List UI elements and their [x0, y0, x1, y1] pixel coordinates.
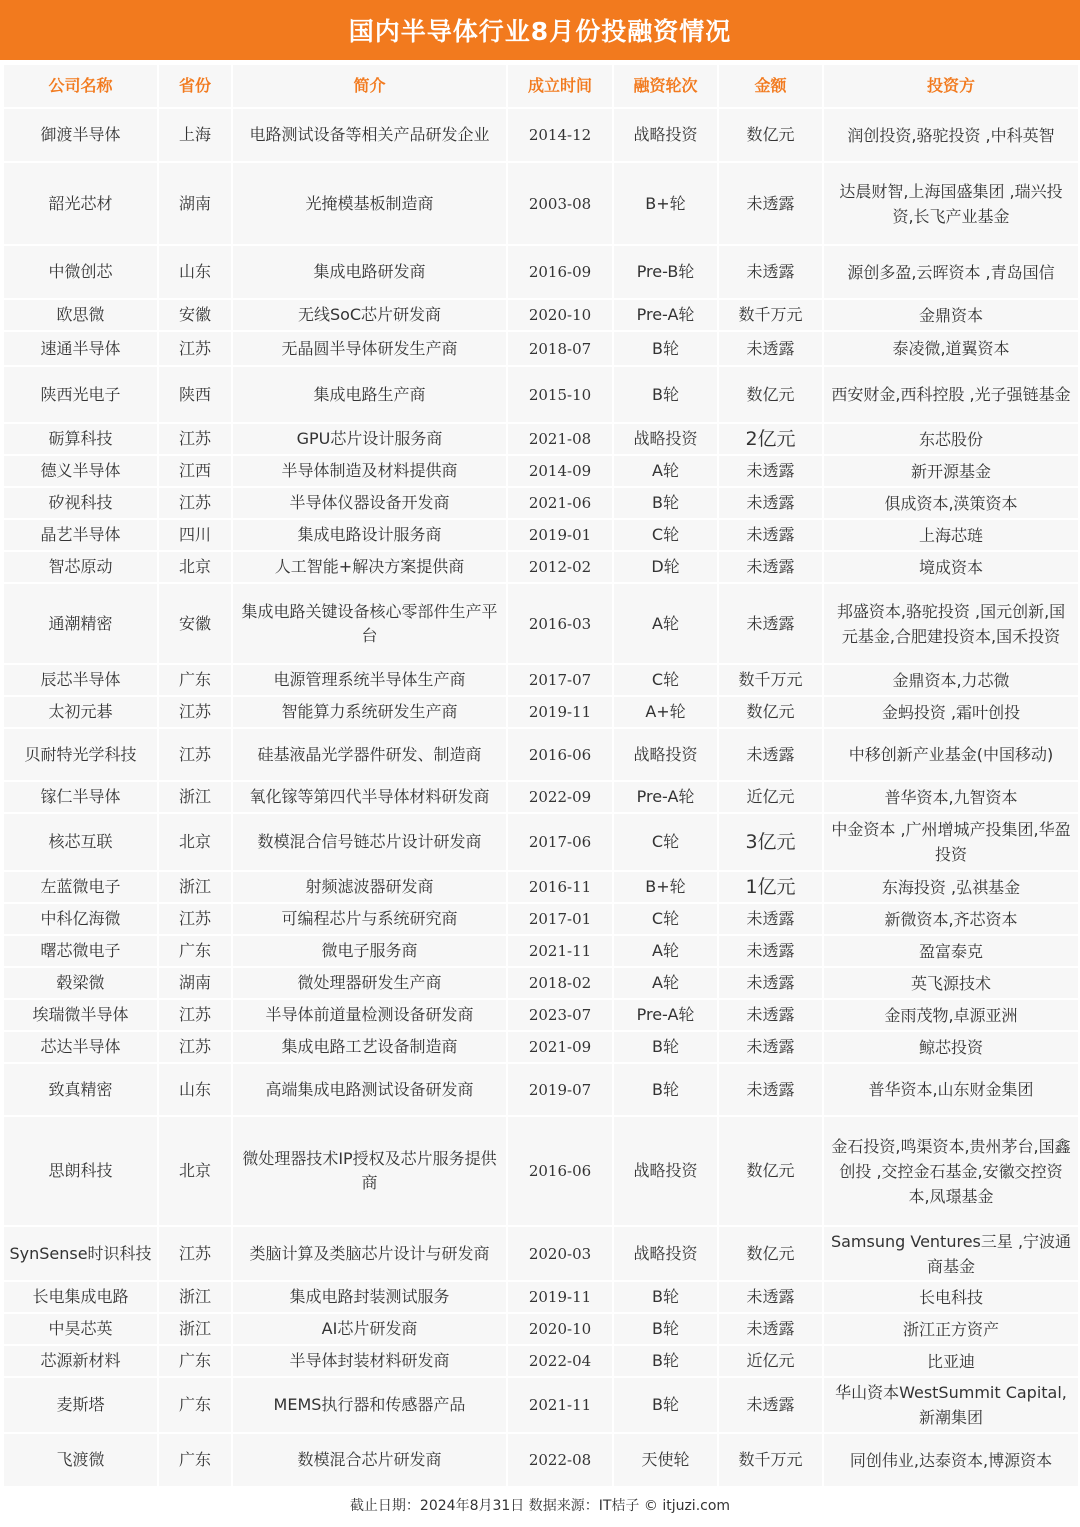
investors-cell: 普华资本,山东财金集团 [823, 1063, 1079, 1116]
investors-cell: 比亚迪 [823, 1345, 1079, 1377]
intro-cell: 类脑计算及类脑芯片设计与研发商 [232, 1226, 507, 1281]
table-row [3, 1313, 1079, 1345]
round-cell: B轮 [613, 487, 718, 519]
province-cell: 江苏 [158, 331, 232, 366]
round-cell: Pre-B轮 [613, 245, 718, 299]
province-cell: 江苏 [158, 728, 232, 781]
intro-cell: 集成电路设计服务商 [232, 519, 507, 551]
province-cell: 江西 [158, 455, 232, 487]
founded-cell: 2022-09 [507, 781, 613, 813]
founded-cell: 2018-02 [507, 967, 613, 999]
investors-cell: 新开源基金 [823, 455, 1079, 487]
table-row [3, 1031, 1079, 1063]
table-header-row [3, 64, 1079, 108]
company-cell: 贝耐特光学科技 [3, 728, 158, 781]
intro-cell: 微处理器技术IP授权及芯片服务提供商 [232, 1116, 507, 1226]
round-cell: B轮 [613, 1313, 718, 1345]
table-row [3, 781, 1079, 813]
round-cell: C轮 [613, 903, 718, 935]
round-cell: 战略投资 [613, 728, 718, 781]
amount-cell: 近亿元 [718, 1345, 823, 1377]
investors-cell: 润创投资,骆驼投资 ,中科英智 [823, 108, 1079, 162]
round-cell: A轮 [613, 967, 718, 999]
header-company: 公司名称 [3, 64, 158, 108]
province-cell: 江苏 [158, 487, 232, 519]
company-cell: 智芯原动 [3, 551, 158, 583]
investors-cell: 金鼎资本 [823, 299, 1079, 331]
amount-cell: 未透露 [718, 1377, 823, 1433]
founded-cell: 2021-08 [507, 423, 613, 455]
table-row [3, 487, 1079, 519]
investors-cell: 东海投资 ,弘祺基金 [823, 871, 1079, 903]
company-cell: 中昊芯英 [3, 1313, 158, 1345]
investors-cell: 盈富泰克 [823, 935, 1079, 967]
round-cell: B轮 [613, 366, 718, 423]
founded-cell: 2017-01 [507, 903, 613, 935]
founded-cell: 2020-03 [507, 1226, 613, 1281]
header-intro: 简介 [232, 64, 507, 108]
founded-cell: 2020-10 [507, 299, 613, 331]
header-province: 省份 [158, 64, 232, 108]
founded-cell: 2021-09 [507, 1031, 613, 1063]
table-row [3, 1281, 1079, 1313]
round-cell: C轮 [613, 519, 718, 551]
table-row [3, 1116, 1079, 1226]
amount-cell: 未透露 [718, 1281, 823, 1313]
founded-cell: 2016-09 [507, 245, 613, 299]
investment-table-container [2, 63, 1078, 1488]
founded-cell: 2017-07 [507, 664, 613, 696]
round-cell: B轮 [613, 1063, 718, 1116]
amount-cell: 未透露 [718, 551, 823, 583]
founded-cell: 2018-07 [507, 331, 613, 366]
intro-cell: 数模混合芯片研发商 [232, 1433, 507, 1487]
investors-cell: 中金资本 ,广州增城产投集团,华盈投资 [823, 813, 1079, 871]
table-row [3, 696, 1079, 728]
founded-cell: 2019-11 [507, 696, 613, 728]
amount-cell: 未透露 [718, 935, 823, 967]
company-cell: 御渡半导体 [3, 108, 158, 162]
company-cell: 辰芯半导体 [3, 664, 158, 696]
province-cell: 浙江 [158, 1313, 232, 1345]
province-cell: 山东 [158, 1063, 232, 1116]
province-cell: 广东 [158, 1345, 232, 1377]
round-cell: B+轮 [613, 871, 718, 903]
amount-cell: 数亿元 [718, 1116, 823, 1226]
founded-cell: 2022-04 [507, 1345, 613, 1377]
founded-cell: 2019-01 [507, 519, 613, 551]
amount-cell: 未透露 [718, 519, 823, 551]
round-cell: Pre-A轮 [613, 999, 718, 1031]
province-cell: 四川 [158, 519, 232, 551]
table-row [3, 455, 1079, 487]
amount-cell: 未透露 [718, 903, 823, 935]
founded-cell: 2012-02 [507, 551, 613, 583]
intro-cell: 电源管理系统半导体生产商 [232, 664, 507, 696]
header-investors: 投资方 [823, 64, 1079, 108]
founded-cell: 2016-11 [507, 871, 613, 903]
round-cell: A轮 [613, 935, 718, 967]
round-cell: B轮 [613, 331, 718, 366]
amount-cell: 未透露 [718, 162, 823, 245]
investors-cell: 邦盛资本,骆驼投资 ,国元创新,国元基金,合肥建投资本,国禾投资 [823, 583, 1079, 664]
founded-cell: 2023-07 [507, 999, 613, 1031]
investors-cell: 中移创新产业基金(中国移动) [823, 728, 1079, 781]
table-row [3, 108, 1079, 162]
intro-cell: GPU芯片设计服务商 [232, 423, 507, 455]
province-cell: 北京 [158, 551, 232, 583]
province-cell: 安徽 [158, 299, 232, 331]
intro-cell: 集成电路工艺设备制造商 [232, 1031, 507, 1063]
investors-cell: 上海芯琏 [823, 519, 1079, 551]
table-row [3, 903, 1079, 935]
round-cell: Pre-A轮 [613, 781, 718, 813]
investors-cell: 泰凌微,道翼资本 [823, 331, 1079, 366]
province-cell: 北京 [158, 813, 232, 871]
amount-cell: 1亿元 [718, 871, 823, 903]
intro-cell: 半导体制造及材料提供商 [232, 455, 507, 487]
intro-cell: 可编程芯片与系统研究商 [232, 903, 507, 935]
amount-cell: 近亿元 [718, 781, 823, 813]
province-cell: 安徽 [158, 583, 232, 664]
company-cell: 中科亿海微 [3, 903, 158, 935]
round-cell: C轮 [613, 664, 718, 696]
header-founded: 成立时间 [507, 64, 613, 108]
intro-cell: 微电子服务商 [232, 935, 507, 967]
company-cell: 左蓝微电子 [3, 871, 158, 903]
round-cell: B+轮 [613, 162, 718, 245]
table-row [3, 664, 1079, 696]
investors-cell: 华山资本WestSummit Capital,新潮集团 [823, 1377, 1079, 1433]
round-cell: B轮 [613, 1377, 718, 1433]
investors-cell: 东芯股份 [823, 423, 1079, 455]
company-cell: 砺算科技 [3, 423, 158, 455]
round-cell: B轮 [613, 1345, 718, 1377]
table-row [3, 583, 1079, 664]
investors-cell: 浙江正方资产 [823, 1313, 1079, 1345]
investors-cell: 俱成资本,渶策资本 [823, 487, 1079, 519]
investors-cell: 源创多盈,云晖资本 ,青岛国信 [823, 245, 1079, 299]
round-cell: Pre-A轮 [613, 299, 718, 331]
province-cell: 江苏 [158, 1031, 232, 1063]
province-cell: 江苏 [158, 999, 232, 1031]
company-cell: 埃瑞微半导体 [3, 999, 158, 1031]
company-cell: 长电集成电路 [3, 1281, 158, 1313]
intro-cell: 数模混合信号链芯片设计研发商 [232, 813, 507, 871]
founded-cell: 2020-10 [507, 1313, 613, 1345]
table-row [3, 366, 1079, 423]
intro-cell: 微处理器研发生产商 [232, 967, 507, 999]
founded-cell: 2015-10 [507, 366, 613, 423]
intro-cell: 半导体仪器设备开发商 [232, 487, 507, 519]
round-cell: B轮 [613, 1281, 718, 1313]
company-cell: SynSense时识科技 [3, 1226, 158, 1281]
table-row [3, 935, 1079, 967]
company-cell: 中微创芯 [3, 245, 158, 299]
table-row [3, 728, 1079, 781]
amount-cell: 2亿元 [718, 423, 823, 455]
province-cell: 湖南 [158, 162, 232, 245]
table-row [3, 967, 1079, 999]
table-row [3, 1377, 1079, 1433]
investors-cell: 金雨茂物,卓源亚洲 [823, 999, 1079, 1031]
intro-cell: AI芯片研发商 [232, 1313, 507, 1345]
amount-cell: 未透露 [718, 245, 823, 299]
province-cell: 浙江 [158, 871, 232, 903]
round-cell: A轮 [613, 583, 718, 664]
province-cell: 浙江 [158, 1281, 232, 1313]
province-cell: 湖南 [158, 967, 232, 999]
investment-table [2, 63, 1080, 1488]
investors-cell: 英飞源技术 [823, 967, 1079, 999]
province-cell: 上海 [158, 108, 232, 162]
amount-cell: 未透露 [718, 1313, 823, 1345]
investors-cell: 同创伟业,达泰资本,博源资本 [823, 1433, 1079, 1487]
company-cell: 陕西光电子 [3, 366, 158, 423]
intro-cell: 集成电路关键设备核心零部件生产平台 [232, 583, 507, 664]
company-cell: 毂梁微 [3, 967, 158, 999]
round-cell: D轮 [613, 551, 718, 583]
investors-cell: 金蚂投资 ,霜叶创投 [823, 696, 1079, 728]
amount-cell: 数千万元 [718, 299, 823, 331]
table-row [3, 1345, 1079, 1377]
table-row [3, 551, 1079, 583]
header-amount: 金额 [718, 64, 823, 108]
province-cell: 广东 [158, 935, 232, 967]
company-cell: 速通半导体 [3, 331, 158, 366]
amount-cell: 未透露 [718, 583, 823, 664]
round-cell: 战略投资 [613, 1116, 718, 1226]
investors-cell: 金鼎资本,力芯微 [823, 664, 1079, 696]
table-row [3, 331, 1079, 366]
amount-cell: 数亿元 [718, 366, 823, 423]
header-round: 融资轮次 [613, 64, 718, 108]
page-title: 国内半导体行业8月份投融资情况 [0, 0, 1080, 60]
intro-cell: 氧化镓等第四代半导体材料研发商 [232, 781, 507, 813]
province-cell: 江苏 [158, 903, 232, 935]
company-cell: 核芯互联 [3, 813, 158, 871]
founded-cell: 2019-07 [507, 1063, 613, 1116]
investors-cell: 长电科技 [823, 1281, 1079, 1313]
founded-cell: 2021-06 [507, 487, 613, 519]
intro-cell: 集成电路封装测试服务 [232, 1281, 507, 1313]
founded-cell: 2016-06 [507, 728, 613, 781]
amount-cell: 未透露 [718, 1031, 823, 1063]
amount-cell: 未透露 [718, 455, 823, 487]
province-cell: 浙江 [158, 781, 232, 813]
amount-cell: 未透露 [718, 999, 823, 1031]
table-row [3, 813, 1079, 871]
founded-cell: 2003-08 [507, 162, 613, 245]
company-cell: 通潮精密 [3, 583, 158, 664]
company-cell: 欧思微 [3, 299, 158, 331]
intro-cell: 射频滤波器研发商 [232, 871, 507, 903]
company-cell: 思朗科技 [3, 1116, 158, 1226]
province-cell: 陕西 [158, 366, 232, 423]
round-cell: A+轮 [613, 696, 718, 728]
investors-cell: Samsung Ventures三星 ,宁波通商基金 [823, 1226, 1079, 1281]
amount-cell: 未透露 [718, 728, 823, 781]
province-cell: 江苏 [158, 423, 232, 455]
intro-cell: 高端集成电路测试设备研发商 [232, 1063, 507, 1116]
intro-cell: 无线SoC芯片研发商 [232, 299, 507, 331]
round-cell: 天使轮 [613, 1433, 718, 1487]
amount-cell: 数亿元 [718, 1226, 823, 1281]
intro-cell: 集成电路研发商 [232, 245, 507, 299]
founded-cell: 2021-11 [507, 1377, 613, 1433]
investors-cell: 境成资本 [823, 551, 1079, 583]
province-cell: 江苏 [158, 696, 232, 728]
table-row [3, 299, 1079, 331]
table-row [3, 1433, 1079, 1487]
company-cell: 芯达半导体 [3, 1031, 158, 1063]
intro-cell: 半导体封装材料研发商 [232, 1345, 507, 1377]
company-cell: 曙芯微电子 [3, 935, 158, 967]
table-body [3, 108, 1079, 1487]
table-row [3, 999, 1079, 1031]
intro-cell: 无晶圆半导体研发生产商 [232, 331, 507, 366]
investors-cell: 鲸芯投资 [823, 1031, 1079, 1063]
round-cell: A轮 [613, 455, 718, 487]
intro-cell: 集成电路生产商 [232, 366, 507, 423]
amount-cell: 未透露 [718, 1063, 823, 1116]
intro-cell: 电路测试设备等相关产品研发企业 [232, 108, 507, 162]
company-cell: 德义半导体 [3, 455, 158, 487]
province-cell: 山东 [158, 245, 232, 299]
round-cell: 战略投资 [613, 1226, 718, 1281]
founded-cell: 2022-08 [507, 1433, 613, 1487]
province-cell: 广东 [158, 664, 232, 696]
amount-cell: 未透露 [718, 487, 823, 519]
province-cell: 广东 [158, 1433, 232, 1487]
amount-cell: 数千万元 [718, 1433, 823, 1487]
company-cell: 芯源新材料 [3, 1345, 158, 1377]
company-cell: 韶光芯材 [3, 162, 158, 245]
amount-cell: 数千万元 [718, 664, 823, 696]
intro-cell: 人工智能+解决方案提供商 [232, 551, 507, 583]
round-cell: 战略投资 [613, 108, 718, 162]
company-cell: 麦斯塔 [3, 1377, 158, 1433]
investors-cell: 普华资本,九智资本 [823, 781, 1079, 813]
province-cell: 北京 [158, 1116, 232, 1226]
amount-cell: 未透露 [718, 331, 823, 366]
founded-cell: 2014-09 [507, 455, 613, 487]
table-row [3, 519, 1079, 551]
intro-cell: MEMS执行器和传感器产品 [232, 1377, 507, 1433]
company-cell: 镓仁半导体 [3, 781, 158, 813]
company-cell: 晶艺半导体 [3, 519, 158, 551]
founded-cell: 2016-06 [507, 1116, 613, 1226]
company-cell: 飞渡微 [3, 1433, 158, 1487]
investors-cell: 达晨财智,上海国盛集团 ,瑞兴投资,长飞产业基金 [823, 162, 1079, 245]
table-row [3, 423, 1079, 455]
investors-cell: 金石投资,鸣渠资本,贵州茅台,国鑫创投 ,交控金石基金,安徽交控资本,凤璟基金 [823, 1116, 1079, 1226]
company-cell: 太初元碁 [3, 696, 158, 728]
founded-cell: 2016-03 [507, 583, 613, 664]
founded-cell: 2014-12 [507, 108, 613, 162]
intro-cell: 硅基液晶光学器件研发、制造商 [232, 728, 507, 781]
table-row [3, 1063, 1079, 1116]
amount-cell: 3亿元 [718, 813, 823, 871]
province-cell: 广东 [158, 1377, 232, 1433]
company-cell: 矽视科技 [3, 487, 158, 519]
round-cell: 战略投资 [613, 423, 718, 455]
investors-cell: 西安财金,西科控股 ,光子强链基金 [823, 366, 1079, 423]
table-row [3, 162, 1079, 245]
province-cell: 江苏 [158, 1226, 232, 1281]
founded-cell: 2019-11 [507, 1281, 613, 1313]
intro-cell: 光掩模基板制造商 [232, 162, 507, 245]
intro-cell: 智能算力系统研发生产商 [232, 696, 507, 728]
founded-cell: 2017-06 [507, 813, 613, 871]
investors-cell: 新微资本,齐芯资本 [823, 903, 1079, 935]
table-row [3, 1226, 1079, 1281]
table-row [3, 871, 1079, 903]
round-cell: B轮 [613, 1031, 718, 1063]
company-cell: 致真精密 [3, 1063, 158, 1116]
intro-cell: 半导体前道量检测设备研发商 [232, 999, 507, 1031]
founded-cell: 2021-11 [507, 935, 613, 967]
footer-source: 截止日期：2024年8月31日 数据来源：IT桔子 © itjuzi.com [349, 1498, 731, 1514]
amount-cell: 未透露 [718, 967, 823, 999]
table-row [3, 245, 1079, 299]
amount-cell: 数亿元 [718, 696, 823, 728]
round-cell: C轮 [613, 813, 718, 871]
amount-cell: 数亿元 [718, 108, 823, 162]
